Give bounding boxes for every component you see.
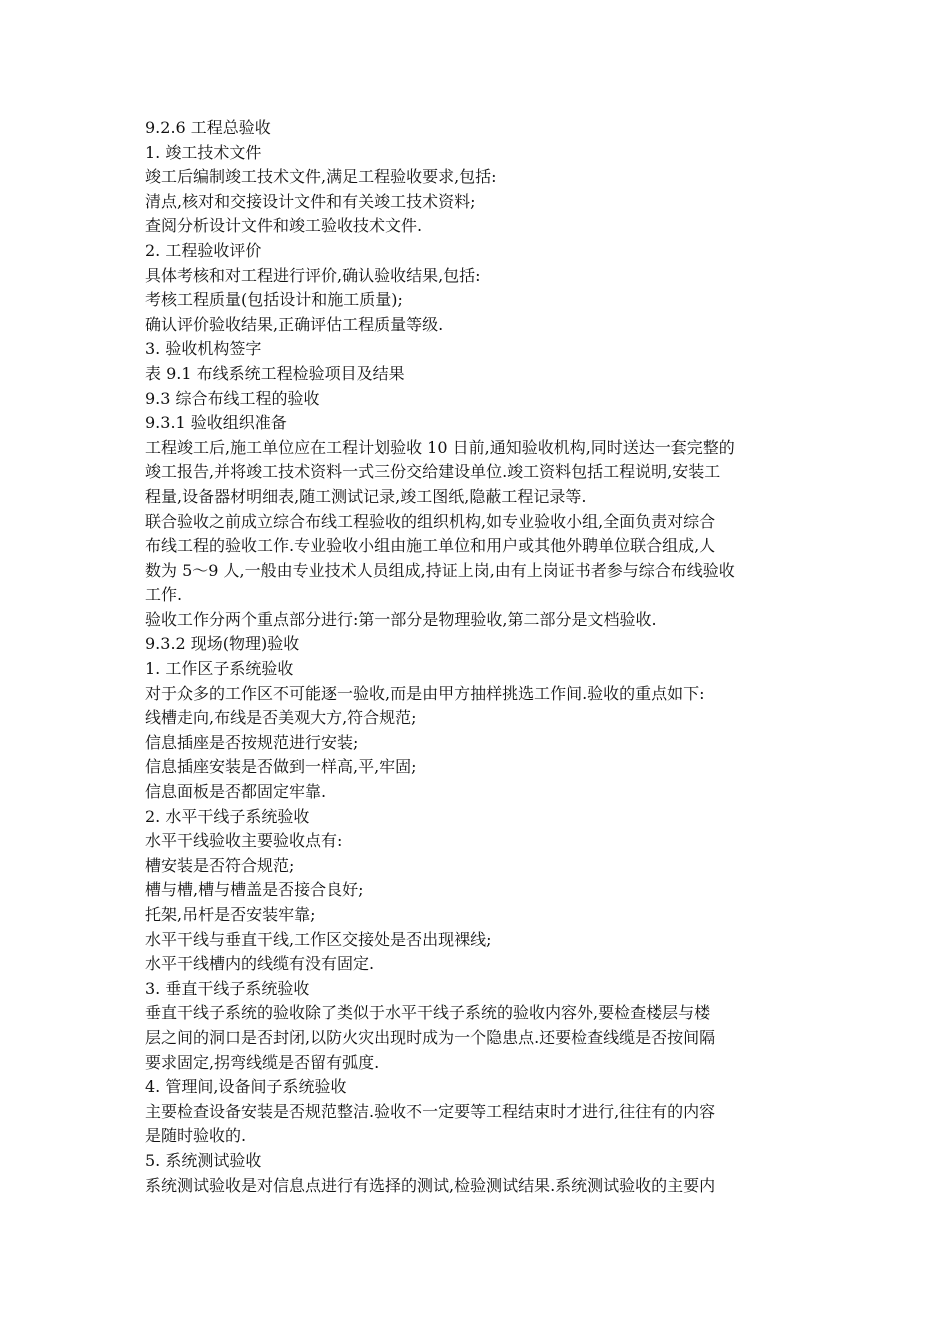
text-line: 水平干线槽内的线缆有没有固定. xyxy=(145,954,375,974)
text-line: 槽与槽,槽与槽盖是否接合良好; xyxy=(145,880,364,900)
document-body xyxy=(145,116,810,1198)
text-line: 线槽走向,布线是否美观大方,符合规范; xyxy=(145,708,417,728)
text-line: 具体考核和对工程进行评价,确认验收结果,包括: xyxy=(145,265,481,285)
text-line: 信息插座是否按规范进行安装; xyxy=(145,732,359,752)
text-line: 信息插座安装是否做到一样高,平,牢固; xyxy=(145,757,417,777)
text-line: 清点,核对和交接设计文件和有关竣工技术资料; xyxy=(145,191,476,211)
text-line: 3. 垂直干线子系统验收 xyxy=(145,978,310,998)
text-line: 是随时验收的. xyxy=(145,1126,247,1146)
text-line: 9.3 综合布线工程的验收 xyxy=(145,388,320,408)
text-line: 竣工后编制竣工技术文件,满足工程验收要求,包括: xyxy=(145,167,497,187)
text-line: 2. 工程验收评价 xyxy=(145,240,262,260)
text-line: 主要检查设备安装是否规范整洁.验收不一定要等工程结束时才进行,往往有的内容 xyxy=(145,1101,716,1121)
text-line: 工作. xyxy=(145,585,183,605)
text-line: 9.2.6 工程总验收 xyxy=(145,118,271,137)
text-line: 信息面板是否都固定牢靠. xyxy=(145,782,327,802)
text-line: 表 9.1 布线系统工程检验项目及结果 xyxy=(145,363,405,383)
text-line: 9.3.1 验收组织准备 xyxy=(145,413,287,433)
text-line: 水平干线验收主要验收点有: xyxy=(145,831,343,851)
text-line: 9.3.2 现场(物理)验收 xyxy=(145,634,300,654)
text-line: 层之间的洞口是否封闭,以防火灾出现时成为一个隐患点.还要检查线缆是否按间隔 xyxy=(145,1027,716,1047)
text-line: 3. 验收机构签字 xyxy=(145,339,262,359)
text-line: 水平干线与垂直干线,工作区交接处是否出现裸线; xyxy=(145,929,492,949)
text-line: 数为 5～9 人,一般由专业技术人员组成,持证上岗,由有上岗证书者参与综合布线验收 xyxy=(145,560,735,580)
text-line: 1. 工作区子系统验收 xyxy=(145,659,294,679)
text-line: 槽安装是否符合规范; xyxy=(145,855,295,875)
text-line: 竣工报告,并将竣工技术资料一式三份交给建设单位.竣工资料包括工程说明,安装工 xyxy=(145,462,721,482)
text-line: 垂直干线子系统的验收除了类似于水平干线子系统的验收内容外,要检查楼层与楼 xyxy=(145,1003,711,1023)
text-line: 4. 管理间,设备间子系统验收 xyxy=(145,1077,347,1097)
text-line: 系统测试验收是对信息点进行有选择的测试,检验测试结果.系统测试验收的主要内 xyxy=(145,1175,716,1195)
text-line: 2. 水平干线子系统验收 xyxy=(145,806,310,826)
text-line: 对于众多的工作区不可能逐一验收,而是由甲方抽样挑选工作间.验收的重点如下: xyxy=(145,683,705,703)
text-line: 1. 竣工技术文件 xyxy=(145,142,262,162)
text-line: 考核工程质量(包括设计和施工质量); xyxy=(145,290,403,310)
text-line: 托架,吊杆是否安装牢靠; xyxy=(145,905,316,924)
text-line: 要求固定,拐弯线缆是否留有弧度. xyxy=(145,1052,380,1072)
text-line: 程量,设备器材明细表,随工测试记录,竣工图纸,隐蔽工程记录等. xyxy=(145,486,587,506)
text-line: 联合验收之前成立综合布线工程验收的组织机构,如专业验收小组,全面负责对综合 xyxy=(145,511,716,531)
text-line: 布线工程的验收工作.专业验收小组由施工单位和用户或其他外聘单位联合组成,人 xyxy=(145,536,716,556)
text-line: 验收工作分两个重点部分进行:第一部分是物理验收,第二部分是文档验收. xyxy=(145,609,657,629)
text-line: 确认评价验收结果,正确评估工程质量等级. xyxy=(145,314,444,334)
text-line: 工程竣工后,施工单位应在工程计划验收 10 日前,通知验收机构,同时送达一套完整的 xyxy=(145,437,735,457)
text-line: 查阅分析设计文件和竣工验收技术文件. xyxy=(145,216,423,236)
text-line: 5. 系统测试验收 xyxy=(145,1150,262,1170)
